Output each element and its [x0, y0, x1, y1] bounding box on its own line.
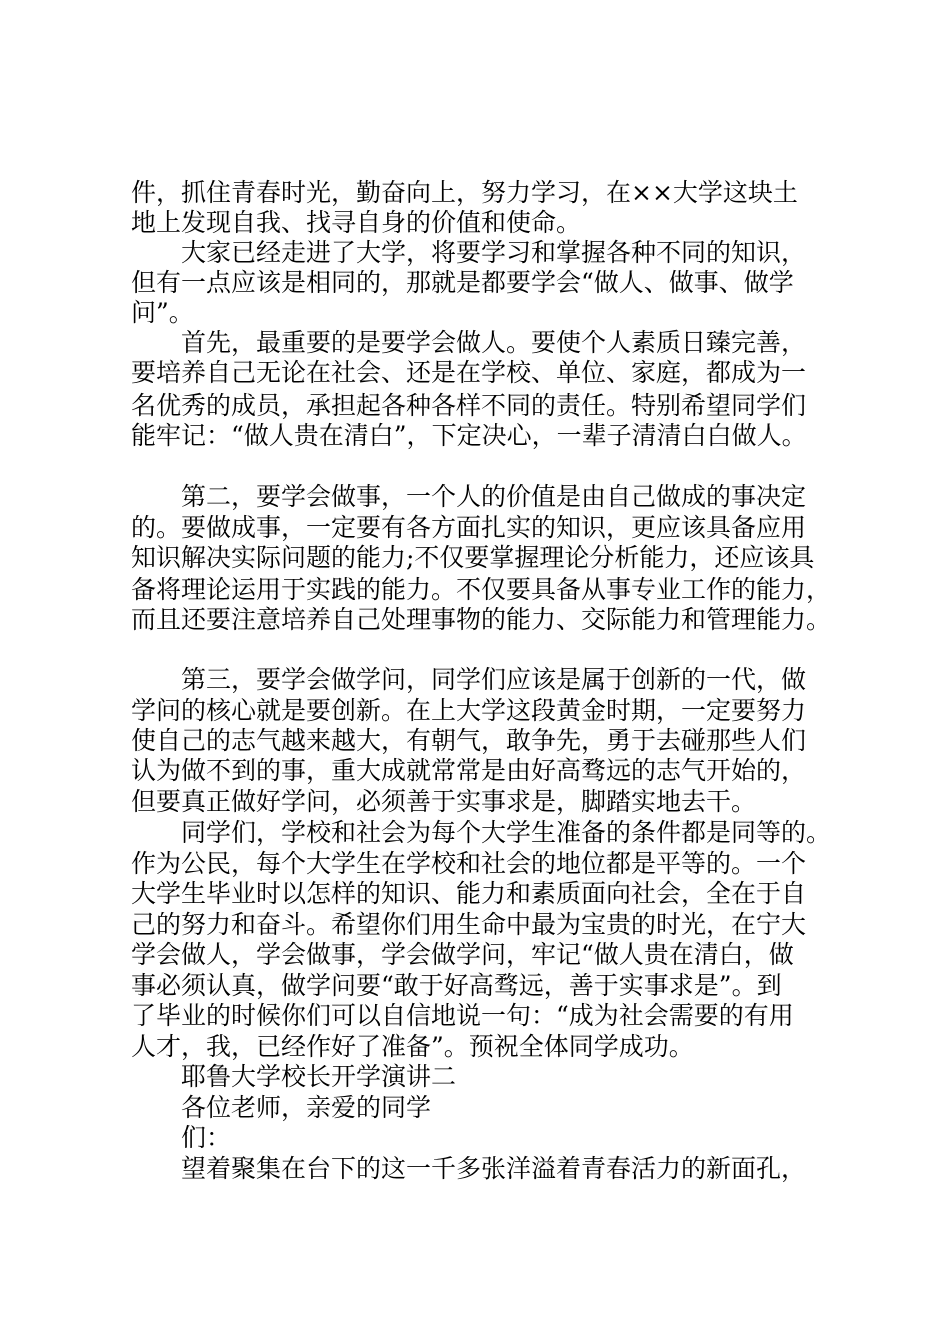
text-line: 要培养自己无论在社会、还是在学校、单位、家庭，都成为一 [131, 358, 807, 387]
text-line: 但要真正做好学问，必须善于实事求是，脚踏实地去干。 [131, 787, 757, 816]
text-line: 首先，最重要的是要学会做人。要使个人素质日臻完善， [181, 328, 807, 357]
text-line: 作为公民，每个大学生在学校和社会的地位都是平等的。一个 [131, 849, 807, 878]
text-line: 第三，要学会做学问，同学们应该是属于创新的一代，做 [181, 665, 807, 694]
text-line: 能牢记：“做人贵在清白”，下定决心，一辈子清清白白做人。 [131, 421, 807, 450]
text-line: 备将理论运用于实践的能力。不仅要具备从事专业工作的能力， [131, 575, 832, 604]
text-line: 同学们，学校和社会为每个大学生准备的条件都是同等的。 [181, 818, 832, 847]
section-title: 耶鲁大学校长开学演讲二 [181, 1062, 457, 1091]
text-line: 但有一点应该是相同的，那就是都要学会“做人、做事、做学 [131, 268, 794, 297]
text-line: 问”。 [131, 298, 194, 327]
text-line: 了毕业的时候你们可以自信地说一句：“成为社会需要的有用 [131, 1001, 794, 1030]
salutation-line: 各位老师，亲爱的同学 [181, 1093, 432, 1122]
text-line: 件，抓住青春时光，勤奋向上，努力学习，在××大学这块土 [131, 178, 798, 207]
text-line: 地上发现自我、找寻自身的价值和使命。 [131, 208, 582, 237]
text-line: 使自己的志气越来越大，有朝气，敢争先，勇于去碰那些人们 [131, 726, 807, 755]
text-line: 第二，要学会做事，一个人的价值是由自己做成的事决定 [181, 482, 807, 511]
text-line: 人才，我，已经作好了准备”。预祝全体同学成功。 [131, 1032, 694, 1061]
text-line: 知识解决实际问题的能力;不仅要掌握理论分析能力，还应该具 [131, 543, 815, 572]
text-line: 名优秀的成员，承担起各种各样不同的责任。特别希望同学们 [131, 391, 807, 420]
text-line: 事必须认真，做学问要“敢于好高骛远，善于实事求是”。到 [131, 971, 782, 1000]
text-line: 的。要做成事，一定要有各方面扎实的知识，更应该具备应用 [131, 513, 807, 542]
text-line: 大学生毕业时以怎样的知识、能力和素质面向社会，全在于自 [131, 879, 807, 908]
salutation-line: 们： [181, 1123, 232, 1152]
text-line: 望着聚集在台下的这一千多张洋溢着青春活力的新面孔， [181, 1154, 807, 1183]
text-line: 大家已经走进了大学，将要学习和掌握各种不同的知识， [181, 238, 807, 267]
text-line: 学会做人，学会做事，学会做学问，牢记“做人贵在清白，做 [131, 940, 794, 969]
text-line: 学问的核心就是要创新。在上大学这段黄金时期，一定要努力 [131, 696, 807, 725]
text-line: 己的努力和奋斗。希望你们用生命中最为宝贵的时光，在宁大 [131, 910, 807, 939]
text-line: 而且还要注意培养自己处理事物的能力、交际能力和管理能力。 [131, 605, 832, 634]
text-line: 认为做不到的事，重大成就常常是由好高骛远的志气开始的， [131, 756, 807, 785]
